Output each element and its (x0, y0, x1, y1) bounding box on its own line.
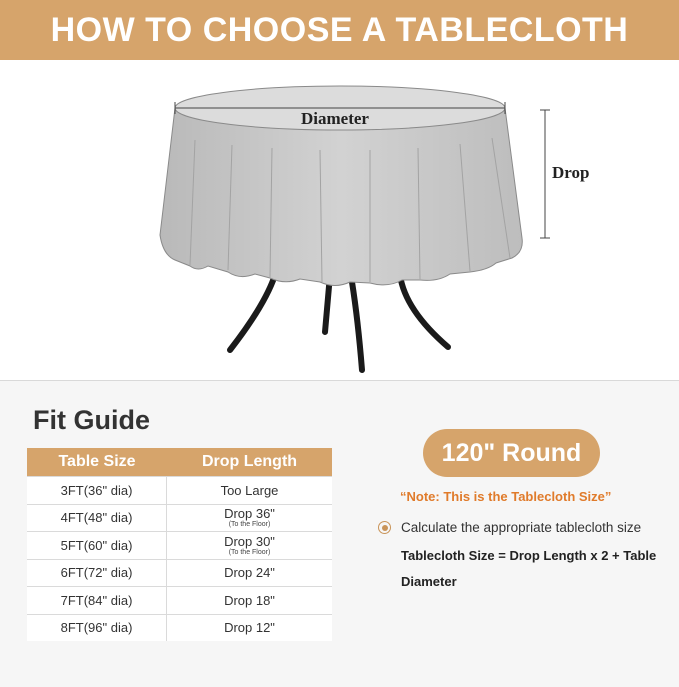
page-title: HOW TO CHOOSE A TABLECLOTH (50, 10, 629, 49)
calc-instruction (378, 520, 641, 535)
fit-guide-table (27, 448, 332, 641)
row-drop: Drop 30" (To the Floor) (224, 533, 275, 556)
table-row (27, 531, 332, 559)
tablecloth-illustration (0, 60, 679, 380)
header-table-size: Table Size (58, 453, 136, 470)
tablecloth-size-note: “Note: This is the Tablecloth Size” (400, 489, 612, 504)
title-banner (0, 0, 679, 60)
round-table-drawing (0, 60, 679, 380)
size-formula: Tablecloth Size = Drop Length x 2 + Table Diameter (401, 548, 657, 589)
table-legs (230, 275, 448, 370)
table-header (27, 448, 332, 476)
row-drop: Drop 18" (224, 592, 275, 608)
row-drop: Drop 36" (To the Floor) (224, 506, 275, 529)
tablecloth-skirt (160, 108, 522, 286)
bullet-icon (378, 521, 391, 534)
row-size: 3FT(36" dia) (27, 477, 167, 504)
drop-label: Drop (552, 163, 590, 182)
drop-note: (To the Floor) (228, 548, 271, 556)
calc-text: Calculate the appropriate tablecloth size (401, 520, 642, 535)
row-drop: Drop 24" (224, 565, 275, 581)
row-drop: Too Large (220, 482, 279, 498)
row-size: 7FT(84" dia) (27, 587, 167, 614)
fit-guide-title: Fit Guide (33, 405, 150, 435)
row-drop: Drop 12" (224, 620, 275, 636)
row-size: 8FT(96" dia) (27, 615, 167, 642)
size-badge: 120" Round (423, 429, 600, 477)
diameter-label: Diameter (301, 109, 369, 128)
row-size: 4FT(48" dia) (27, 505, 167, 532)
row-size: 5FT(60" dia) (27, 532, 167, 559)
drop-note: (To the Floor) (228, 521, 271, 529)
header-drop-length: Drop Length (201, 453, 298, 470)
table-row (27, 476, 332, 504)
table-row (27, 614, 332, 642)
row-size: 6FT(72" dia) (27, 560, 167, 587)
drop-marker (540, 110, 550, 238)
table-row (27, 586, 332, 614)
table-row (27, 559, 332, 587)
table-row (27, 504, 332, 532)
